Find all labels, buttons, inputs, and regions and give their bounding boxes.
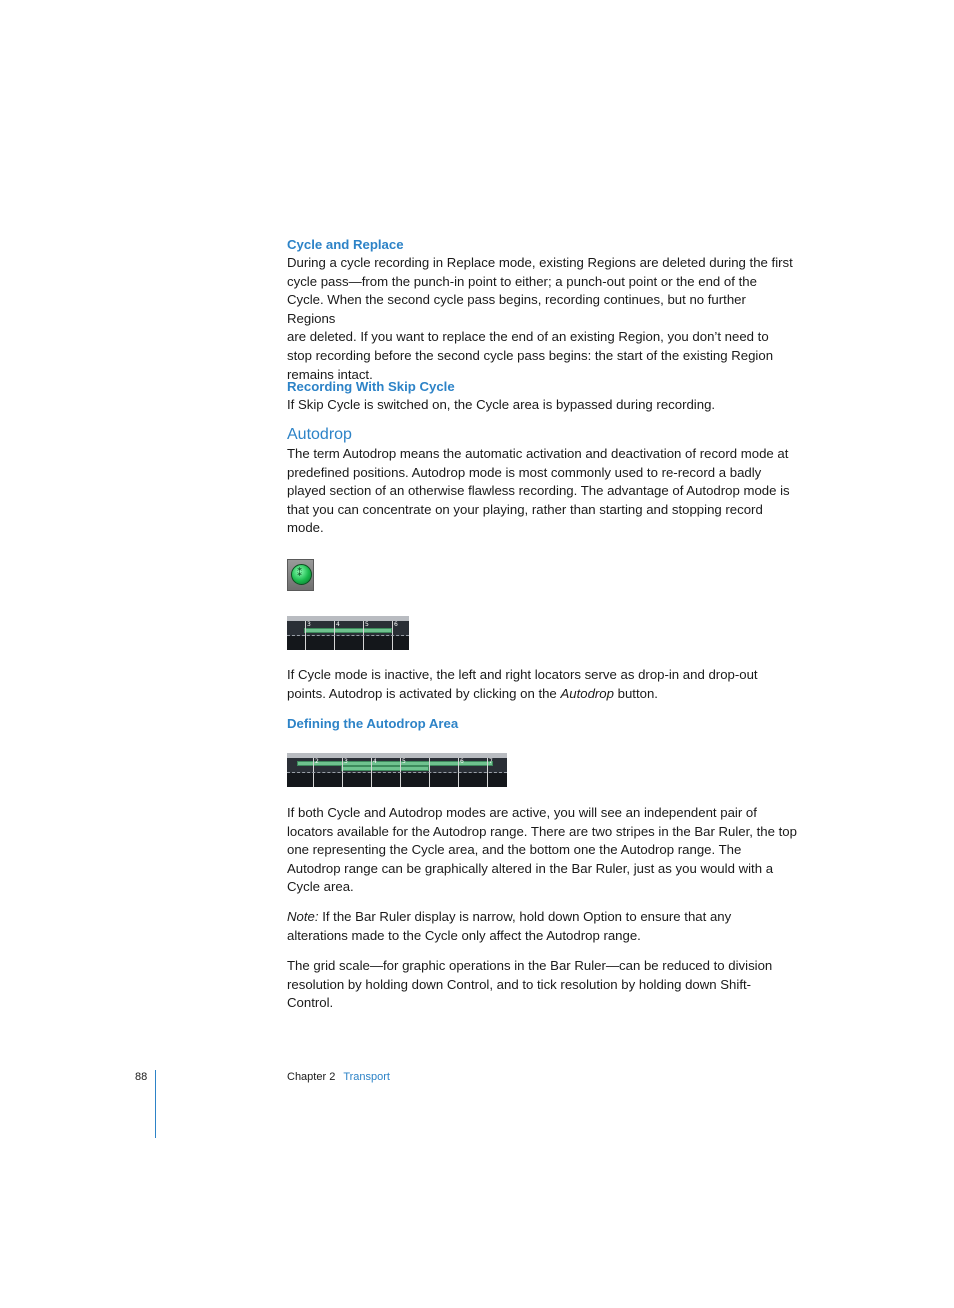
paragraph-line: resolution by holding down Control, and to tick resolution by holding down Shift- [287, 976, 752, 992]
paragraph-line: mode. [287, 520, 324, 536]
defining-paragraph [287, 804, 807, 897]
ruler-number: 3 [307, 621, 311, 628]
footer-divider [155, 1070, 156, 1138]
heading-cycle-and-replace: Cycle and Replace [287, 237, 404, 252]
ruler-number: 3 [344, 758, 348, 765]
paragraph-line: alterations made to the Cycle only affect the Autodrop range. [287, 927, 641, 943]
autodrop-emphasis: Autodrop [560, 685, 614, 701]
paragraph-line: Autodrop range can be graphically altered in the Bar Ruler, just as you would with a [287, 860, 774, 876]
paragraph-line [287, 908, 807, 927]
footer-chapter [287, 1070, 390, 1084]
paragraph-line: cycle pass—from the punch-in point to either; a punch-out point or the end of the [287, 273, 757, 289]
paragraph-line: stop recording before the second cycle pass begins: the start of the existing Region [287, 347, 774, 363]
grid-scale-paragraph [287, 957, 807, 1013]
note-paragraph [287, 908, 807, 945]
paragraph-line: are deleted. If you want to replace the end of an existing Region, you don’t need to [287, 329, 769, 345]
paragraph-line: locators available for the Autodrop range. There are two stripes in the Bar Ruler, the top [287, 823, 797, 839]
chapter-label: Chapter 2 [287, 1071, 336, 1083]
ruler-number: 2 [315, 758, 319, 765]
paragraph-line: The grid scale—for graphic operations in the Bar Ruler—can be reduced to division [287, 958, 773, 973]
chapter-title-link[interactable]: Transport [343, 1071, 390, 1083]
cycle-stripe [304, 628, 392, 633]
defining-heading-block [287, 715, 458, 733]
paragraph-line: The term Autodrop means the automatic activation and deactivation of record mode at [287, 446, 789, 461]
paragraph-line: remains intact. [287, 366, 373, 382]
autodrop-button[interactable] [287, 559, 314, 591]
autodrop-glyph-icon: ⁑ [297, 568, 302, 579]
ruler-lower [287, 773, 507, 787]
paragraph-line: one representing the Cycle area, and the bottom one the Autodrop range. The [287, 842, 742, 858]
paragraph-line: Cycle area. [287, 879, 354, 895]
text-span: If the Bar Ruler display is narrow, hold down Option to ensure that any [318, 909, 732, 924]
page-number: 88 [135, 1071, 148, 1083]
paragraph-line: During a cycle recording in Replace mode, existing Regions are deleted during the first [287, 255, 793, 270]
heading-defining-the-autodrop-area: Defining the Autodrop Area [287, 716, 459, 731]
paragraph-line: If Cycle mode is inactive, the left and right locators serve as drop-in and drop-out [287, 667, 758, 682]
text-span: points. Autodrop is activated by clicking on the [287, 685, 561, 701]
heading-autodrop: Autodrop [287, 426, 352, 443]
autodrop-after-figure [287, 666, 807, 703]
paragraph-line: If Skip Cycle is switched on, the Cycle area is bypassed during recording. [287, 397, 716, 412]
ruler-number: 5 [402, 758, 406, 765]
autodrop-button-icon [291, 564, 312, 585]
paragraph-line [287, 685, 807, 704]
heading-recording-with-skip-cycle: Recording With Skip Cycle [287, 379, 455, 394]
autodrop-section [287, 425, 807, 538]
cycle-replace-section [287, 236, 797, 384]
paragraph-line: predefined positions. Autodrop mode is most commonly used to re-record a badly [287, 464, 762, 480]
bar-ruler-cycle [287, 616, 409, 650]
ruler-number: 6 [460, 758, 464, 765]
note-label: Note: [287, 909, 319, 924]
bar-ruler-autodrop [287, 753, 507, 787]
ruler-dotline [287, 772, 507, 774]
ruler-number: 5 [365, 621, 369, 628]
ruler-number: 6 [394, 621, 398, 628]
ruler-dotline [287, 635, 409, 637]
autodrop-stripe-bottom [341, 766, 429, 771]
ruler-number: 4 [336, 621, 340, 628]
ruler-number: 4 [373, 758, 377, 765]
paragraph-line: that you can concentrate on your playing, rather than starting and stopping record [287, 501, 763, 517]
paragraph-line: played section of an otherwise flawless recording. The advantage of Autodrop mode is [287, 483, 790, 499]
paragraph-line: Cycle. When the second cycle pass begins, recording continues, but no further Regions [287, 292, 746, 326]
paragraph-line: If both Cycle and Autodrop modes are active, you will see an independent pair of [287, 805, 757, 820]
paragraph-line: Control. [287, 995, 334, 1011]
text-span: button. [613, 685, 658, 701]
skip-cycle-section [287, 378, 715, 415]
ruler-number: 7 [489, 758, 493, 765]
